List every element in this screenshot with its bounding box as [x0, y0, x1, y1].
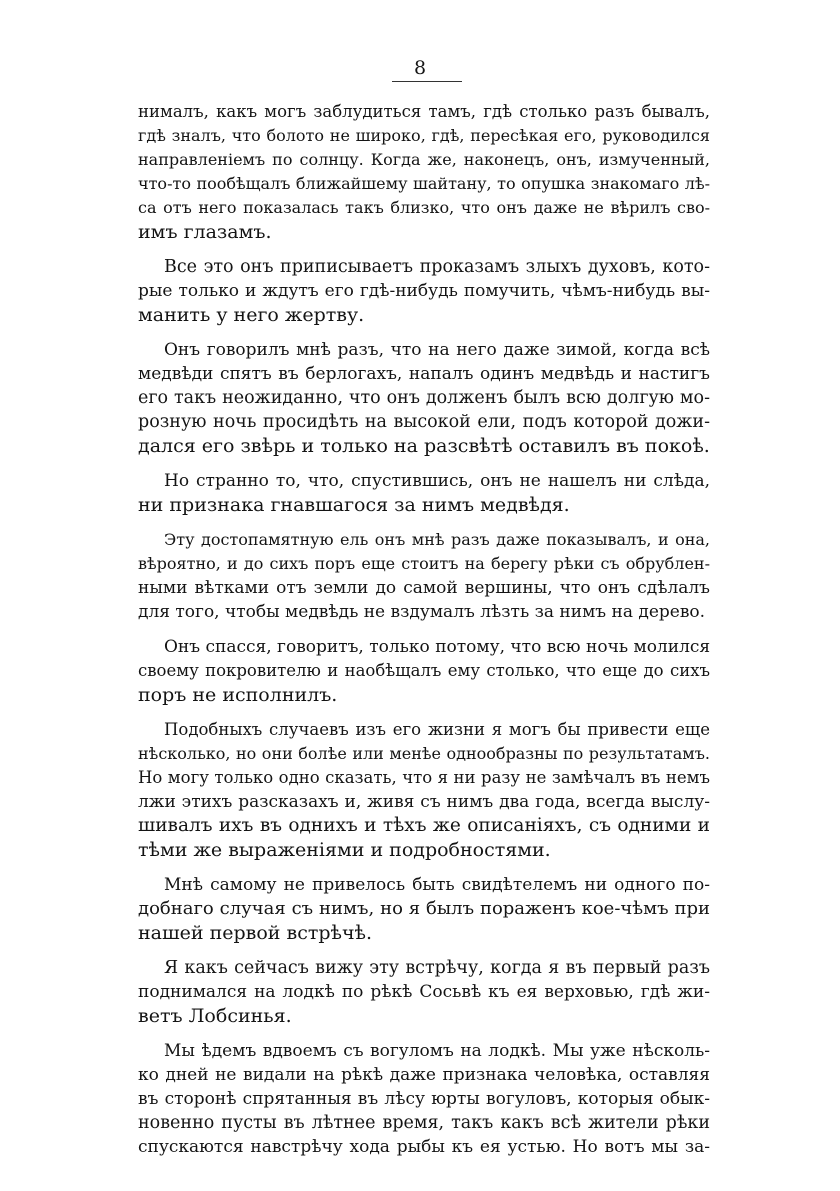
text-line: нималъ, какъ могъ заблудиться тамъ, гдѣ столько разъ бывалъ, [138, 102, 710, 121]
text-line: Мнѣ самому не привелось быть свидѣтелемъ ни одного по- [164, 875, 710, 895]
text-line: ветъ Лобсинья. [138, 1005, 292, 1027]
text-line: своему покровителю и наобѣщалъ ему столько, что еще до сихъ [138, 661, 710, 680]
header-rule [392, 81, 462, 82]
text-line: рые только и ждутъ его гдѣ-нибудь помучить, чѣмъ-нибудь вы- [138, 281, 710, 301]
text-line: лжи этихъ разсказахъ и, живя съ нимъ два года, всегда выслу- [138, 792, 710, 812]
text-line: шивалъ ихъ въ однихъ и тѣхъ же описаніяхъ, съ одними и [138, 815, 710, 836]
page-header [0, 58, 840, 78]
text-line: Онъ говорилъ мнѣ разъ, что на него даже зимой, когда всѣ [164, 340, 710, 360]
text-line: Но странно то, что, спустившись, онъ не нашелъ ни слѣда, [164, 471, 710, 491]
text-line: его такъ неожиданно, что онъ долженъ былъ всю долгую мо- [138, 388, 710, 408]
text-line: поръ не исполнилъ. [138, 684, 338, 706]
text-line: медвѣди спятъ въ берлогахъ, напалъ одинъ медвѣдь и настигъ [138, 364, 710, 384]
text-line: гдѣ зналъ, что болото не широко, гдѣ, пересѣкая его, руководился [138, 126, 710, 145]
page-number: 8 [413, 57, 427, 79]
text-line: тѣми же выраженіями и подробностями. [138, 839, 551, 861]
text-line: Мы ѣдемъ вдвоемъ съ вогуломъ на лодкѣ. Мы уже нѣсколь- [164, 1041, 710, 1061]
text-line: Но могу только одно сказать, что я ни разу не замѣчалъ въ немъ [138, 768, 710, 787]
text-line: нашей первой встрѣчѣ. [138, 922, 373, 944]
text-line: Эту достопамятную ель онъ мнѣ разъ даже показывалъ, и она, [164, 530, 710, 549]
text-line: Все это онъ приписываетъ проказамъ злыхъ духовъ, кото- [164, 257, 710, 277]
text-line: ко дней не видали на рѣкѣ даже признака человѣка, оставляя [138, 1065, 710, 1085]
text-line: для того, чтобы медвѣдь не вздумалъ лѣзть за нимъ на дерево. [138, 602, 706, 622]
text-line: са отъ него показалась такъ близко, что онъ даже не вѣрилъ сво- [138, 198, 710, 217]
text-line: манить у него жертву. [138, 304, 365, 326]
text-line: Онъ спасся, говоритъ, только потому, что всю ночь молился [164, 637, 711, 657]
text-line: въ сторонѣ спрятанныя въ лѣсу юрты вогуловъ, которыя обык- [138, 1089, 710, 1109]
text-line: поднимался на лодкѣ по рѣкѣ Сосьвѣ къ ея верховью, гдѣ жи- [138, 982, 710, 1002]
text-line: ными вѣтками отъ земли до самой вершины, что онъ сдѣлалъ [138, 578, 710, 598]
text-line: нѣсколько, но они болѣе или менѣе однообразны по результатамъ. [138, 744, 710, 763]
text-line: добнаго случая съ нимъ, но я былъ пораженъ кое-чѣмъ при [138, 898, 710, 919]
text-line: имъ глазамъ. [138, 221, 272, 243]
text-line: дался его звѣрь и только на разсвѣтѣ оставилъ въ покоѣ. [138, 435, 710, 457]
text-line: вѣроятно, и до сихъ поръ еще стоитъ на берегу рѣки съ обрублен- [138, 554, 710, 573]
text-line: Я какъ сейчасъ вижу эту встрѣчу, когда я въ первый разъ [164, 958, 710, 978]
text-line: направленіемъ по солнцу. Когда же, наконецъ, онъ, измученный, [138, 150, 710, 169]
text-line: что-то пообѣщалъ ближайшему шайтану, то опушка знакомаго лѣ- [138, 174, 710, 193]
body-text [138, 100, 710, 1159]
text-line: Подобныхъ случаевъ изъ его жизни я могъ бы привести еще [164, 720, 710, 739]
text-line: розную ночь просидѣть на высокой ели, подъ которой дожи- [138, 412, 710, 432]
text-line: спускаются навстрѣчу хода рыбы къ ея устью. Но вотъ мы за- [138, 1137, 710, 1157]
text-line: ни признака гнавшагося за нимъ медвѣдя. [138, 494, 570, 516]
text-line: новенно пусты въ лѣтнее время, такъ какъ всѣ жители рѣки [138, 1113, 710, 1133]
